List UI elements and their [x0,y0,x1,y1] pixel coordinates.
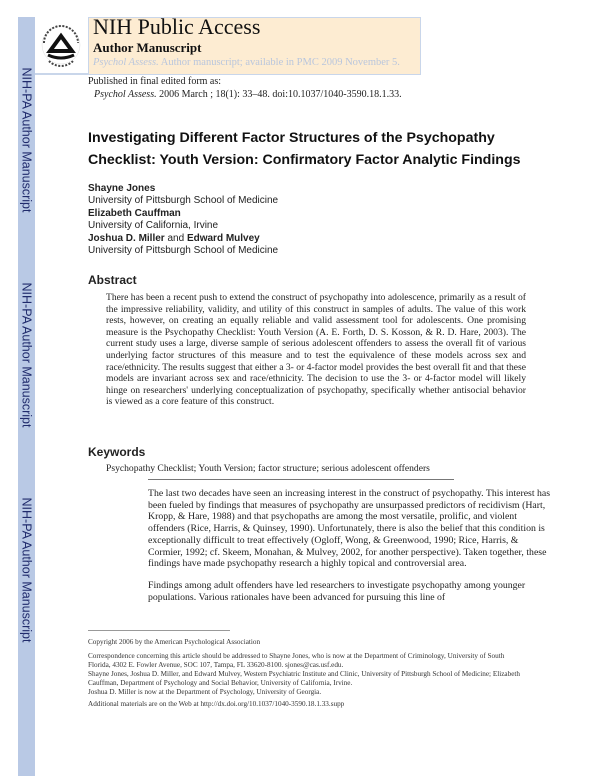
author-affiliation: University of Pittsburgh School of Medicine [88,195,279,206]
citation-text: 2006 March ; 18(1): 33–48. doi:10.1037/1040-3590.18.1.33. [156,89,402,100]
footnote-copyright: Copyright 2006 by the American Psychological Association [88,638,261,646]
sidebar-label [18,282,35,428]
footnote-additional: Additional materials are on the Web at http://dx.doi.org/10.1037/1040-3590.18.1.33.supp [88,700,345,708]
availability-text: Author manuscript; available in PMC 2009 November 5. [158,57,400,68]
keywords-text: Psychopathy Checklist; Youth Version; factor structure; serious adolescent offenders [106,463,430,474]
author-block [88,208,218,232]
author-affiliation: University of Pittsburgh School of Medicine [88,245,279,256]
citation-journal: Psychol Assess. [94,89,157,100]
sidebar-label-text: NIH-PA Author Manuscript [19,67,34,213]
published-label: Published in final edited form as: [88,76,222,87]
keywords-heading: Keywords [88,445,146,459]
footnote-miller: Joshua D. Miller is now at the Department of Psychology, University of Georgia. [88,688,322,696]
author-name: Edward Mulvey [186,233,260,244]
author-name: Elizabeth Cauffman [88,208,181,219]
abstract-heading: Abstract [88,273,137,287]
banner-subtitle: Author Manuscript [93,40,202,55]
body-paragraph: Findings among adult offenders have led researchers to investigate psychopathy among younger populations. Various rationales have been advanced for pursuing this line of [148,579,526,603]
section-divider [148,479,454,480]
sidebar-label-text: NIH-PA Author Manuscript [19,497,34,643]
sidebar-label [18,67,35,213]
author-name: Joshua D. Miller [88,233,165,244]
banner-title: NIH Public Access [93,14,261,39]
abstract-text: There has been a recent push to extend the construct of psychopathy into adolescence, primarily as a result of the impressive reliability, validity, and utility of this construct in samples of adults. The value of this work rests, however, on creating an equally reliable and valid assessment tool for adolescents. One promising measure is the Psychopathy Checklist: Youth Version (A. E. Forth, D. S. Kosson, & R. D. Hare, 2003). The current study uses a large, diverse sample of serious adolescent offenders to assess the overall fit of various underlying factor structures of this measure and to test the equivalence of these models across sex and race/ethnicity. The results suggest that either a 3- or 4-factor model provides the best overall fit and that these models are invariant across sex and race/ethnicity. The decision to use the 3- or 4-factor model will likely hinge on researchers' underlying conceptualization of psychopathy, specifically whether antisocial behavior is viewed as a core feature of this construct. [106,292,526,408]
nih-logo-icon [35,17,88,73]
author-block [88,183,278,207]
body-paragraph: The last two decades have seen an increasing interest in the construct of psychopathy. This interest has been fueled by findings that measures of psychopathy are unsurpassed predictors of recidivism (Hart, Kropp, & Hare, 1988) and that psychopaths are among the most versatile, prolific, and violent offenders (Rice, Harris, & Quinsey, 1990). Unfortunately, there is also the belief that this condition is exceptionally difficult to treat effectively (Ogloff, Wong, & Greenwood, 1990; Rice, Harris, & Cormier, 1992; cf. Skeem, Monahan, & Mulvey, 2002, for another perspective). Taken together, these findings have made psychopathy research a highly topical and controversial area. [148,488,551,570]
sidebar-label-text: NIH-PA Author Manuscript [19,282,34,428]
footnote-divider [88,630,230,631]
author-block [88,233,278,257]
journal-name: Psychol Assess. [93,57,159,68]
author-conjunction: and [164,233,187,244]
footnote-correspondence: Correspondence concerning this article should be addressed to Shayne Jones, who is now at the Department of Criminology, University of South Florida, 4302 E. Fowler Avenue, SOC 107, Tampa, FL 33620-8100. sjones@cas.usf.edu. [88,652,505,669]
body-text [148,488,553,613]
nih-logo [35,17,89,74]
sidebar-label [18,497,35,643]
author-affiliation: University of California, Irvine [88,220,219,231]
availability-line [93,57,400,68]
article-title: Investigating Different Factor Structures of the Psychopathy Checklist: Youth Version: Confirmatory Factor Analytic Findings [88,130,521,168]
author-name: Shayne Jones [88,183,156,194]
citation [94,89,402,100]
footnote-affiliations: Shayne Jones, Joshua D. Miller, and Edward Mulvey, Western Psychiatric Institute and Clinic, University of Pittsburgh School of Medicine; Elizabeth Cauffman, Department of Psychology and Social Behavior, University of California, Irvine. [88,670,520,687]
